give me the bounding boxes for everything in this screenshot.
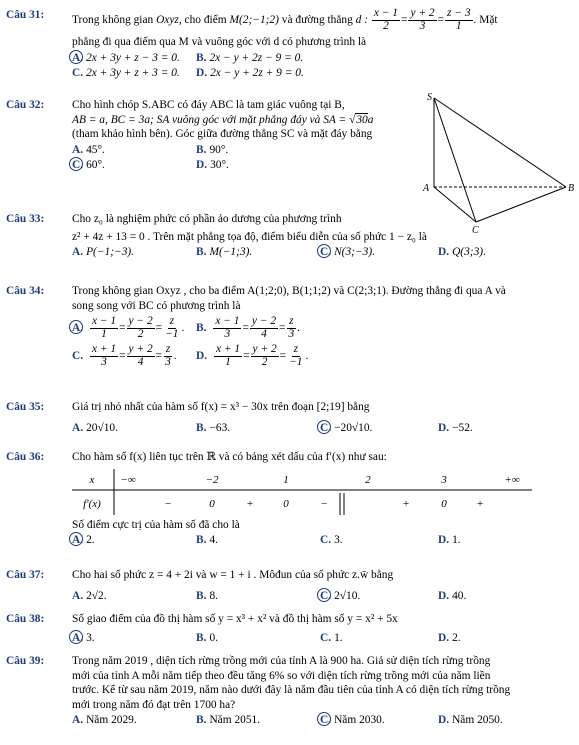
question-38 [6, 612, 575, 645]
option-d[interactable]: D. 30°. [196, 159, 229, 172]
question-text: mới của tỉnh A mỗi năm tiếp theo đều tăng 6% so với diện tích rừng trồng mới của năm liền [72, 669, 491, 682]
svg-text:−: − [164, 497, 172, 510]
option-c[interactable]: C. Năm 2030. [320, 714, 385, 727]
option-a[interactable]: A. $\frac{x - 1}{1}$ = $\frac{y - 2}{2}$ = $\frac{z}{-1}$ . [72, 315, 185, 341]
question-text: Cho hàm số f(x) liên tục trên ℝ và có bảng xét dấu của f′(x) như sau: [72, 451, 387, 463]
fprime-label: f′(x) [83, 497, 101, 510]
options-row [6, 344, 575, 369]
question-text: Giá trị nhỏ nhất của hàm số f(x) = x³ − 30x trên đoạn [2;19] bằng [72, 401, 370, 413]
option-b[interactable]: B. 4. [196, 534, 218, 547]
svg-text:−2: −2 [205, 473, 219, 486]
edge-sb [434, 98, 566, 187]
question-39 [6, 654, 575, 728]
question-number: Câu 31: [6, 9, 45, 21]
question-text: Trong không gian Oxyz, cho điểm M(2;−1;2) và đường thẳng d : $\frac{x - 1}{2}$ = $\frac{y + 2}{3}$ = $\frac{z - 3}{1}$ . Mặt [72, 7, 498, 32]
question-number: Câu 36: [6, 451, 45, 463]
question-text: Số điểm cực trị của hàm số đã cho là [72, 518, 240, 531]
question-text: Cho hình chóp S.ABC có đáy ABC là tam giác vuông tại B, [72, 99, 345, 111]
options-row [6, 421, 575, 436]
option-b[interactable]: B. 2x − y + 2z − 9 = 0. [196, 51, 304, 64]
option-c[interactable]: C. 1. [320, 631, 343, 644]
vertex-label-b: B [568, 183, 575, 194]
option-d[interactable]: D. 40. [438, 589, 467, 602]
question-text: song song với BC có phương trình là [72, 299, 241, 312]
options-row [6, 631, 575, 646]
option-b[interactable]: B. 90°. [196, 143, 229, 156]
option-b[interactable]: B. 8. [196, 589, 218, 602]
question-number: Câu 32: [6, 99, 45, 111]
question-33 [6, 212, 575, 260]
option-a[interactable]: A. 2x + 3y + z − 3 = 0. [72, 51, 180, 64]
svg-text:+: + [246, 497, 254, 510]
option-c[interactable]: C. −20√10. [320, 421, 373, 434]
question-text: Cho hai số phức z = 4 + 2i và w = 1 + i . Môđun của số phức z.w̄ bằng [72, 569, 394, 581]
option-a[interactable]: A. 20√10. [72, 421, 118, 434]
question-text: mới trong năm đó đạt trên 1700 ha? [72, 698, 236, 711]
question-35 [6, 400, 575, 435]
vertex-label-s: S [427, 92, 432, 103]
question-number: Câu 37: [6, 569, 45, 581]
option-c[interactable]: C. 2√10. [320, 589, 361, 602]
option-c[interactable]: C. $\frac{x + 1}{3}$ = $\frac{y + 2}{4}$ = $\frac{z}{3}$ . [72, 343, 177, 369]
option-a[interactable]: A. 45°. [72, 143, 105, 156]
question-number: Câu 39: [6, 655, 45, 667]
option-a[interactable]: A. Năm 2029. [72, 714, 137, 727]
svg-text:−: − [320, 497, 328, 510]
option-d[interactable]: D. 1. [438, 534, 461, 547]
option-b[interactable]: B. Năm 2051. [196, 714, 261, 727]
question-text: Số giao điểm của đồ thị hàm số y = x³ + x² và đồ thị hàm số y = x² + 5x [72, 613, 398, 625]
option-a[interactable]: A. 2√2. [72, 589, 107, 602]
options-row [6, 158, 429, 173]
question-text: Trong năm 2019 , diện tích rừng trồng mới của tỉnh A là 900 ha. Giả sử diện tích rừng trồng [72, 655, 491, 667]
svg-text:0: 0 [441, 497, 447, 510]
question-number: Câu 33: [6, 213, 45, 225]
svg-text:0: 0 [209, 497, 215, 510]
question-number: Câu 38: [6, 613, 45, 625]
option-b[interactable]: B. M(−1;3). [196, 246, 253, 259]
options-row [6, 713, 575, 728]
svg-text:2: 2 [365, 473, 371, 486]
options-row [6, 51, 575, 66]
svg-text:+∞: +∞ [504, 473, 520, 486]
question-text: Trong không gian Oxyz , cho ba điểm A(1;2;0), B(1;1;2) và C(2;3;1). Đường thẳng đi qua A và [72, 285, 506, 297]
x-label: x [89, 473, 95, 486]
svg-text:1: 1 [283, 473, 289, 486]
question-31 [6, 8, 575, 81]
question-36 [6, 450, 575, 548]
option-d[interactable]: D. Năm 2050. [438, 714, 503, 727]
question-34 [6, 284, 575, 369]
options-row [6, 589, 575, 604]
option-b[interactable]: B. 0. [196, 631, 218, 644]
option-c[interactable]: C. N(3;−3). [320, 246, 375, 259]
option-b[interactable]: B. $\frac{x - 1}{3}$ = $\frac{y - 2}{4}$ = $\frac{z}{3}$ . [196, 315, 301, 341]
options-row [6, 66, 575, 81]
svg-text:−∞: −∞ [120, 473, 136, 486]
options-row [6, 245, 575, 260]
svg-text:+: + [402, 497, 410, 510]
svg-text:3: 3 [441, 473, 447, 486]
options-row [6, 316, 575, 341]
option-d[interactable]: D. −52. [438, 421, 473, 434]
vertex-label-c: C [472, 225, 479, 235]
question-37 [6, 568, 575, 603]
question-number: Câu 35: [6, 401, 45, 413]
option-a[interactable]: A. 2. [72, 534, 95, 547]
svg-text:+: + [476, 497, 484, 510]
question-text: (tham khảo hình bên). Góc giữa đường thẳng SC và mặt đáy bằng [72, 128, 373, 141]
question-number: Câu 34: [6, 285, 45, 297]
question-32 [6, 98, 429, 173]
svg-text:0: 0 [283, 497, 289, 510]
option-d[interactable]: D. Q(3;3). [438, 246, 486, 259]
sign-table [72, 469, 532, 515]
options-row [6, 143, 429, 158]
question-text: z² + 4z + 13 = 0 . Trên mặt phẳng tọa độ, điểm biểu diễn của số phức 1 − z₀ là [72, 230, 427, 243]
options-row [6, 533, 575, 548]
question-text: Cho z₀ là nghiệm phức có phần ảo dương của phương trình [72, 213, 342, 225]
option-c[interactable]: C. 2x + 3y + z + 3 = 0. [72, 67, 180, 80]
option-b[interactable]: B. −63. [196, 421, 231, 434]
option-a[interactable]: A. 3. [72, 631, 95, 644]
option-d[interactable]: D. 2. [438, 631, 461, 644]
option-c[interactable]: C. 60°. [72, 159, 105, 172]
option-c[interactable]: C. 3. [320, 534, 343, 547]
question-text: phẳng đi qua điểm qua M và vuông góc với d có phương trình là [72, 35, 367, 48]
question-text: trước. Kể từ sau năm 2019, năm nào dưới đây là năm đầu tiên của tỉnh A có diện tích rừng trồng [72, 684, 511, 697]
question-text: AB = a, BC = 3a; SA vuông góc với mặt phẳng đáy và SA = √30a [72, 113, 374, 126]
option-d[interactable]: D. 2x − y + 2z + 9 = 0. [196, 67, 304, 80]
option-a[interactable]: A. P(−1;−3). [72, 246, 135, 259]
vertex-label-a: A [423, 183, 430, 194]
edge-sc [434, 98, 476, 222]
option-d[interactable]: D. $\frac{x + 1}{1}$ = $\frac{y + 2}{2}$ = $\frac{z}{-1}$ . [196, 343, 309, 369]
